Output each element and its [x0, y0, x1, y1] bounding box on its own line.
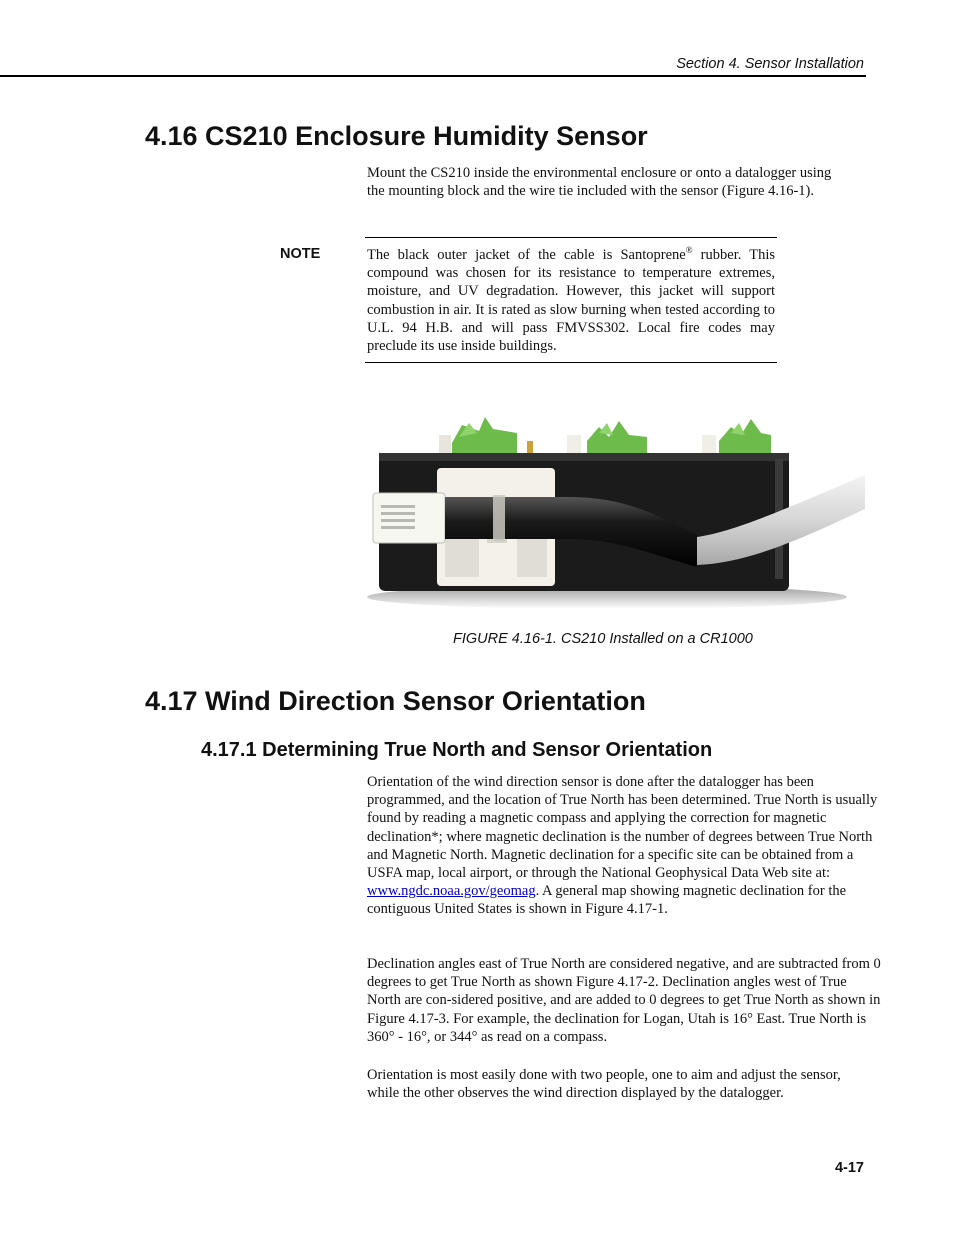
figure-caption-4-16-1: FIGURE 4.16-1. CS210 Installed on a CR1000: [453, 631, 753, 647]
intro-paragraph: Mount the CS210 inside the environmental enclosure or onto a datalogger using the mounting block and the wire tie included with the sensor (Figure 4.16-1).: [367, 165, 832, 200]
note-top-rule: [365, 237, 777, 238]
note-bottom-rule: [365, 362, 777, 363]
geomag-link[interactable]: www.ngdc.noaa.gov/geomag: [367, 883, 536, 900]
section-heading-4-16: 4.16 CS210 Enclosure Humidity Sensor: [145, 121, 648, 151]
registered-mark: ®: [685, 245, 693, 255]
cs210-photo: [367, 413, 865, 613]
orientation-paragraph-1: Orientation of the wind direction sensor is done after the datalogger has been programmed, and the location of True North has been determined. True North is usually found by reading a magnetic compass and applying the correction for magnetic declination*; where magnetic declination is the number of degrees between True North and Magnetic North. Magnetic declination for a specific site can be obtained from a USFA map, local airport, or through the National Geophysical Data Web site at: www.ngdc.noaa.gov/geomag. A general map showing magnetic declination for the contiguous United States is shown in Figure 4.17-1.: [367, 774, 878, 918]
section-heading-4-17: 4.17 Wind Direction Sensor Orientation: [145, 686, 646, 716]
orientation-paragraph-2: Declination angles east of True North are considered negative, and are subtracted from 0 degrees to get True North as shown Figure 4.17-2. Declination angles west of True North are con-sidered positive, and are added to 0 degrees to get True North as shown in Figure 4.17-3. For example, the declination for Logan, Utah is 16° East. True North is 360° - 16°, or 344° as read on a compass.: [367, 956, 881, 1045]
page-number: 4-17: [834, 1160, 864, 1176]
note-text: The black outer jacket of the cable is Santoprene® rubber. This compound was chosen for its resistance to temperature extremes, moisture, and UV degradation. However, this jacket will support combustion in air. It is rated as slow burning when tested according to U.L. 94 H.B. and will pass FMVSS302. Local fire codes may preclude its use inside buildings.: [367, 245, 775, 355]
subsection-heading-4-17-1: 4.17.1 Determining True North and Sensor Orientation: [201, 739, 713, 761]
running-header: Section 4. Sensor Installation: [676, 56, 864, 72]
note-label: NOTE: [280, 246, 321, 262]
orientation-paragraph-3: Orientation is most easily done with two people, one to aim and adjust the sensor, while the other observes the wind direction displayed by the datalogger.: [367, 1067, 841, 1102]
header-rule: [0, 75, 866, 77]
